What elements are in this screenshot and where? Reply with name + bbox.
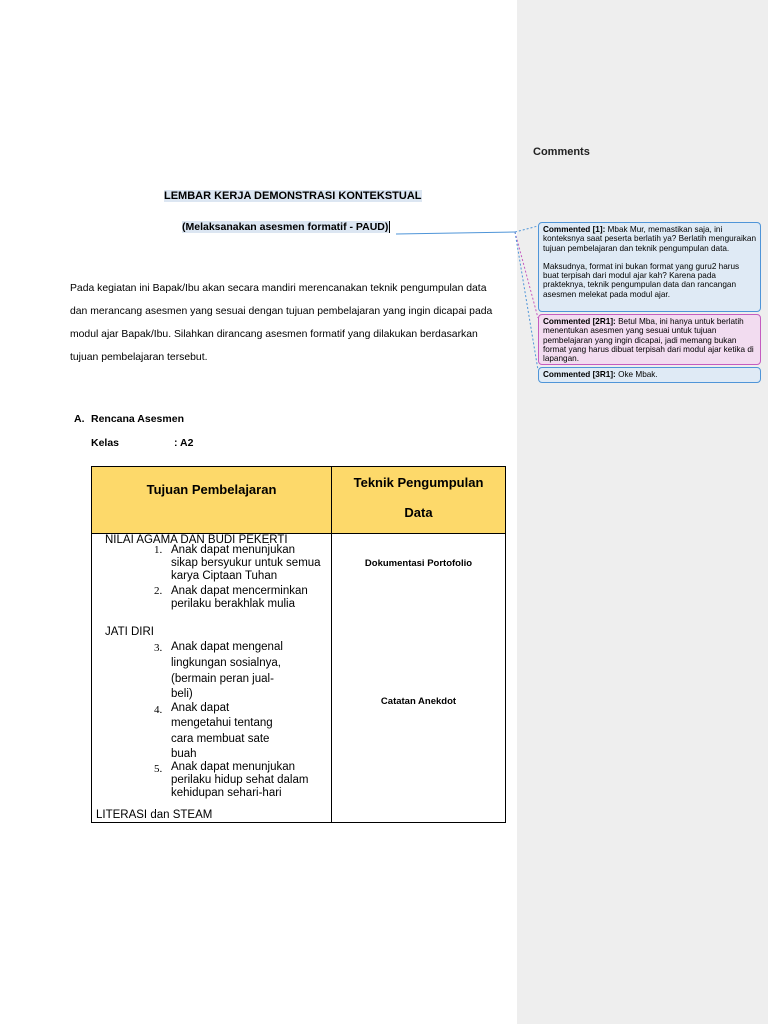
comment-3-label: Commented [3R1]:: [543, 370, 616, 379]
item-5-line-1: Anak dapat menunjukan: [171, 761, 296, 773]
technique-catatan-anekdot: Catatan Anekdot: [380, 696, 457, 707]
intro-line-3: modul ajar Bapak/Ibu. Silahkan dirancang asesmen formatif yang dilakukan berdasarkan: [70, 329, 478, 340]
technique-dokumentasi-portofolio: Dokumentasi Portofolio: [364, 558, 473, 569]
item-1-number: 1.: [154, 544, 163, 556]
document-title-text: LEMBAR KERJA DEMONSTRASI KONTEKSTUAL: [164, 190, 422, 202]
item-5-line-3: kehidupan sehari-hari: [171, 787, 282, 799]
item-1-line-1: Anak dapat menunjukan: [171, 544, 296, 556]
item-2-line-1: Anak dapat mencerminkan: [171, 585, 308, 597]
comment-2-text: Betul Mba, ini hanya untuk berlatih menentukan asesmen yang sesuai untuk tujuan pembelajaran yang ingin dicapai, jadi memang bukan format yang harus dibuat terpisah dari modul ajar ketika di lapangan.: [543, 317, 754, 364]
group-nilai-agama: NILAI AGAMA DAN BUDI PEKERTI: [105, 534, 288, 546]
item-3-line-3: (bermain peran jual-: [171, 673, 274, 685]
group-jati-diri: JATI DIRI: [105, 626, 154, 638]
header-left-text: Tujuan Pembelajaran: [146, 482, 277, 497]
table-header-row: [92, 467, 506, 534]
comments-pane-title: Comments: [533, 146, 590, 158]
comment-1[interactable]: [538, 222, 761, 312]
comment-1-text-1: Mbak Mur, memastikan saja, ini konteksnya saat peserta berlatih ya? Berlatih menguraikan tujuan pembelajaran dan teknik pengumpulan data.: [543, 225, 756, 253]
header-right-line-1: Teknik Pengumpulan: [353, 475, 484, 490]
connector-comment-1: [515, 226, 538, 232]
intro-line-2: dan merancang asesmen yang sesuai dengan tujuan pembelajaran yang ingin dicapai pada: [70, 306, 493, 317]
item-3-line-4: beli): [171, 688, 193, 700]
item-3-line-1: Anak dapat mengenal: [171, 641, 283, 653]
comment-2-reply[interactable]: [538, 314, 761, 365]
assessment-plan-table: [91, 466, 506, 823]
item-4-line-3: cara membuat sate: [171, 733, 270, 745]
comment-3-text: Oke Mbak.: [618, 370, 658, 379]
item-1-line-3: karya Ciptaan Tuhan: [171, 570, 278, 582]
comment-1-label: Commented [1]:: [543, 225, 606, 234]
item-4-line-1: Anak dapat: [171, 702, 230, 714]
techniques-cell: [332, 534, 506, 823]
item-5-number: 5.: [154, 763, 163, 775]
connector-comment-2: [515, 232, 538, 318]
kelas-label: Kelas: [91, 437, 120, 449]
document-title: [164, 190, 422, 202]
item-1-line-2: sikap bersyukur untuk semua: [171, 557, 321, 569]
group-literasi-steam: LITERASI dan STEAM: [96, 809, 213, 821]
kelas-value: : A2: [174, 437, 194, 449]
header-teknik-pengumpulan-data: [332, 467, 506, 534]
header-right-line-2: Data: [404, 505, 433, 520]
item-4-line-2: mengetahui tentang: [171, 717, 273, 729]
item-4-line-4: buah: [171, 748, 197, 760]
table-row: [92, 534, 506, 823]
header-tujuan-pembelajaran: [92, 467, 332, 534]
section-marker: A.: [74, 413, 85, 425]
comment-3-reply[interactable]: [538, 367, 761, 383]
document-subtitle: [182, 221, 390, 233]
item-3-number: 3.: [154, 642, 163, 654]
objectives-cell: [92, 534, 332, 823]
connector-subtitle: [396, 232, 515, 234]
section-title: Rencana Asesmen: [91, 413, 184, 425]
comment-2-label: Commented [2R1]:: [543, 317, 616, 326]
connector-comment-3: [515, 232, 538, 370]
item-4-number: 4.: [154, 704, 163, 716]
item-2-number: 2.: [154, 585, 163, 597]
item-2-line-2: perilaku berakhlak mulia: [171, 598, 296, 610]
item-3-line-2: lingkungan sosialnya,: [171, 657, 281, 669]
document-subtitle-text: (Melaksanakan asesmen formatif - PAUD): [182, 221, 389, 233]
item-5-line-2: perilaku hidup sehat dalam: [171, 774, 309, 786]
comment-1-text-2: Maksudnya, format ini bukan format yang guru2 harus buat terpisah dari modul ajar kah? Karena pada prakteknya, teknik pengumpulan data dan rancangan asesmen melekat pada modul ajar.: [543, 261, 740, 299]
intro-line-4: tujuan pembelajaran tersebut.: [70, 352, 208, 363]
intro-line-1: Pada kegiatan ini Bapak/Ibu akan secara mandiri merencanakan teknik pengumpulan data: [70, 283, 487, 294]
